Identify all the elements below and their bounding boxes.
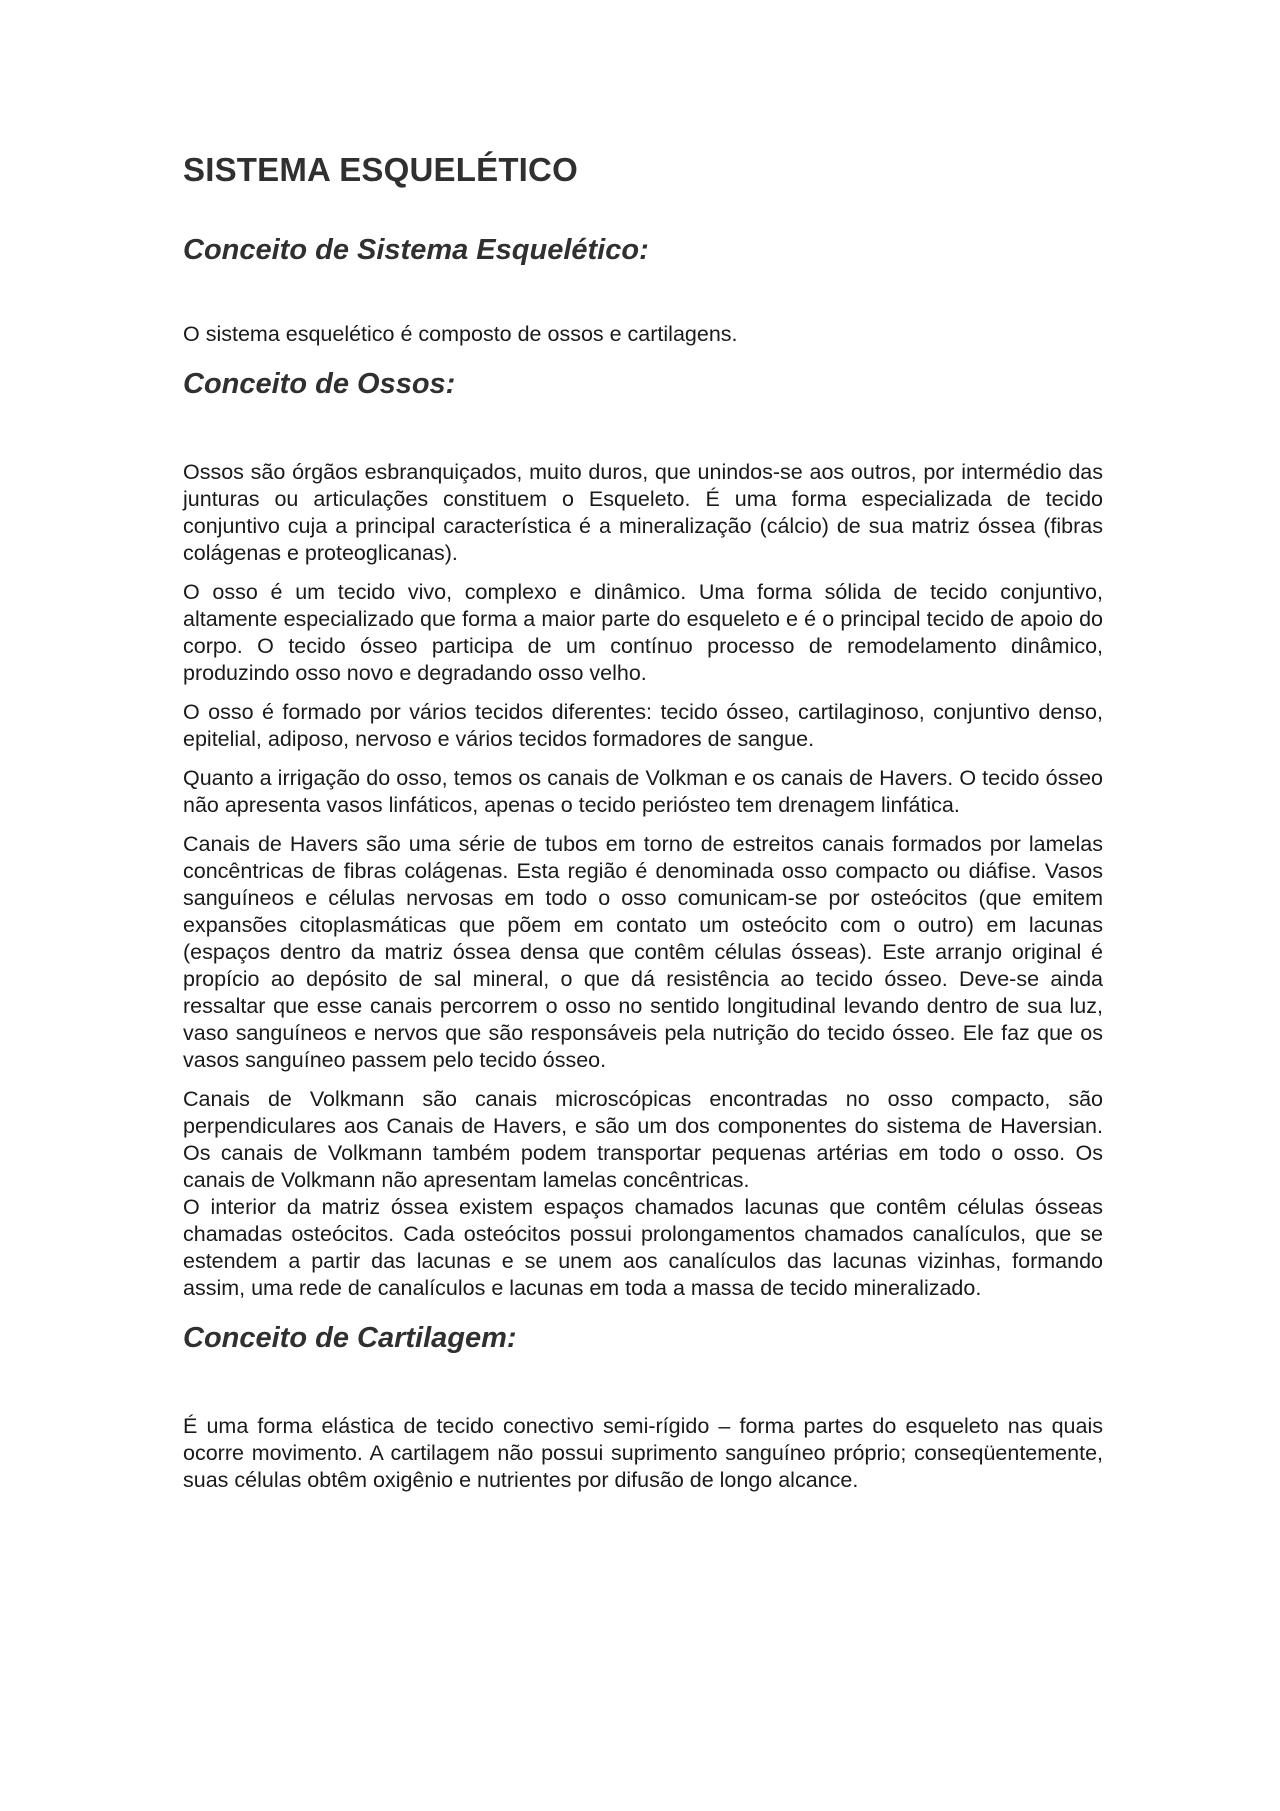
paragraph-ossos-4: Quanto a irrigação do osso, temos os canais de Volkman e os canais de Havers. O tecido ósseo não apresenta vasos linfáticos, apenas o tecido periósteo tem drenagem linfática. <box>183 765 1103 817</box>
paragraph-cartilagem-1: É uma forma elástica de tecido conectivo semi-rígido – forma partes do esqueleto nas quais ocorre movimento. A cartilagem não possui suprimento sanguíneo próprio; conseqüentemente, suas células obtêm oxigênio e nutrientes por difusão de longo alcance. <box>183 1414 1103 1493</box>
paragraph-sistema-1: O sistema esquelético é composto de ossos e cartilagens. <box>183 321 738 346</box>
paragraph-ossos-7: O interior da matriz óssea existem espaços chamados lacunas que contêm células ósseas chamadas osteócitos. Cada osteócitos possui prolongamentos chamados canalículos, que se estendem a partir das lacunas e se unem aos canalículos das lacunas vizinhas, formando assim, uma rede de canalículos e lacunas em toda a massa de tecido mineralizado. <box>183 1194 1103 1300</box>
section-heading-cartilagem: Conceito de Cartilagem: <box>183 1321 517 1354</box>
paragraph-ossos-2: O osso é um tecido vivo, complexo e dinâmico. Uma forma sólida de tecido conjuntivo, altamente especializado que forma a maior parte do esqueleto e é o principal tecido de apoio do corpo. O tecido ósseo participa de um contínuo processo de remodelamento dinâmico, produzindo osso novo e degradando osso velho. <box>183 579 1103 685</box>
page-title: SISTEMA ESQUELÉTICO <box>183 151 578 188</box>
section-heading-ossos: Conceito de Ossos: <box>183 367 456 400</box>
paragraph-ossos-5: Canais de Havers são uma série de tubos em torno de estreitos canais formados por lamelas concêntricas de fibras colágenas. Esta região é denominada osso compacto ou diáfise. Vasos sanguíneos e células nervosas em todo o osso comunicam-se por osteócitos (que emitem expansões citoplasmáticas que põem em contato um osteócito com o outro) em lacunas (espaços dentro da matriz óssea densa que contêm células ósseas). Este arranjo original é propício ao depósito de sal mineral, o que dá resistência ao tecido ósseo. Deve-se ainda ressaltar que esse canais percorrem o osso no sentido longitudinal levando dentro de sua luz, vaso sanguíneos e nervos que são responsáveis pela nutrição do tecido ósseo. Ele faz que os vasos sanguíneo passem pelo tecido ósseo. <box>183 831 1103 1072</box>
paragraph-ossos-6: Canais de Volkmann são canais microscópicas encontradas no osso compacto, são perpendiculares aos Canais de Havers, e são um dos componentes do sistema de Haversian. Os canais de Volkmann também podem transportar pequenas artérias em todo o osso. Os canais de Volkmann não apresentam lamelas concêntricas. <box>183 1086 1103 1192</box>
document-body <box>183 140 1103 1494</box>
paragraph-ossos-3: O osso é formado por vários tecidos diferentes: tecido ósseo, cartilaginoso, conjuntivo denso, epitelial, adiposo, nervoso e vários tecidos formadores de sangue. <box>183 699 1103 751</box>
section-heading-sistema: Conceito de Sistema Esquelético: <box>183 234 649 267</box>
paragraph-ossos-1: Ossos são órgãos esbranquiçados, muito duros, que unindos-se aos outros, por intermédio das junturas ou articulações constituem o Esqueleto. É uma forma especializada de tecido conjuntivo cuja a principal característica é a mineralização (cálcio) de sua matriz óssea (fibras colágenas e proteoglicanas). <box>183 459 1103 565</box>
